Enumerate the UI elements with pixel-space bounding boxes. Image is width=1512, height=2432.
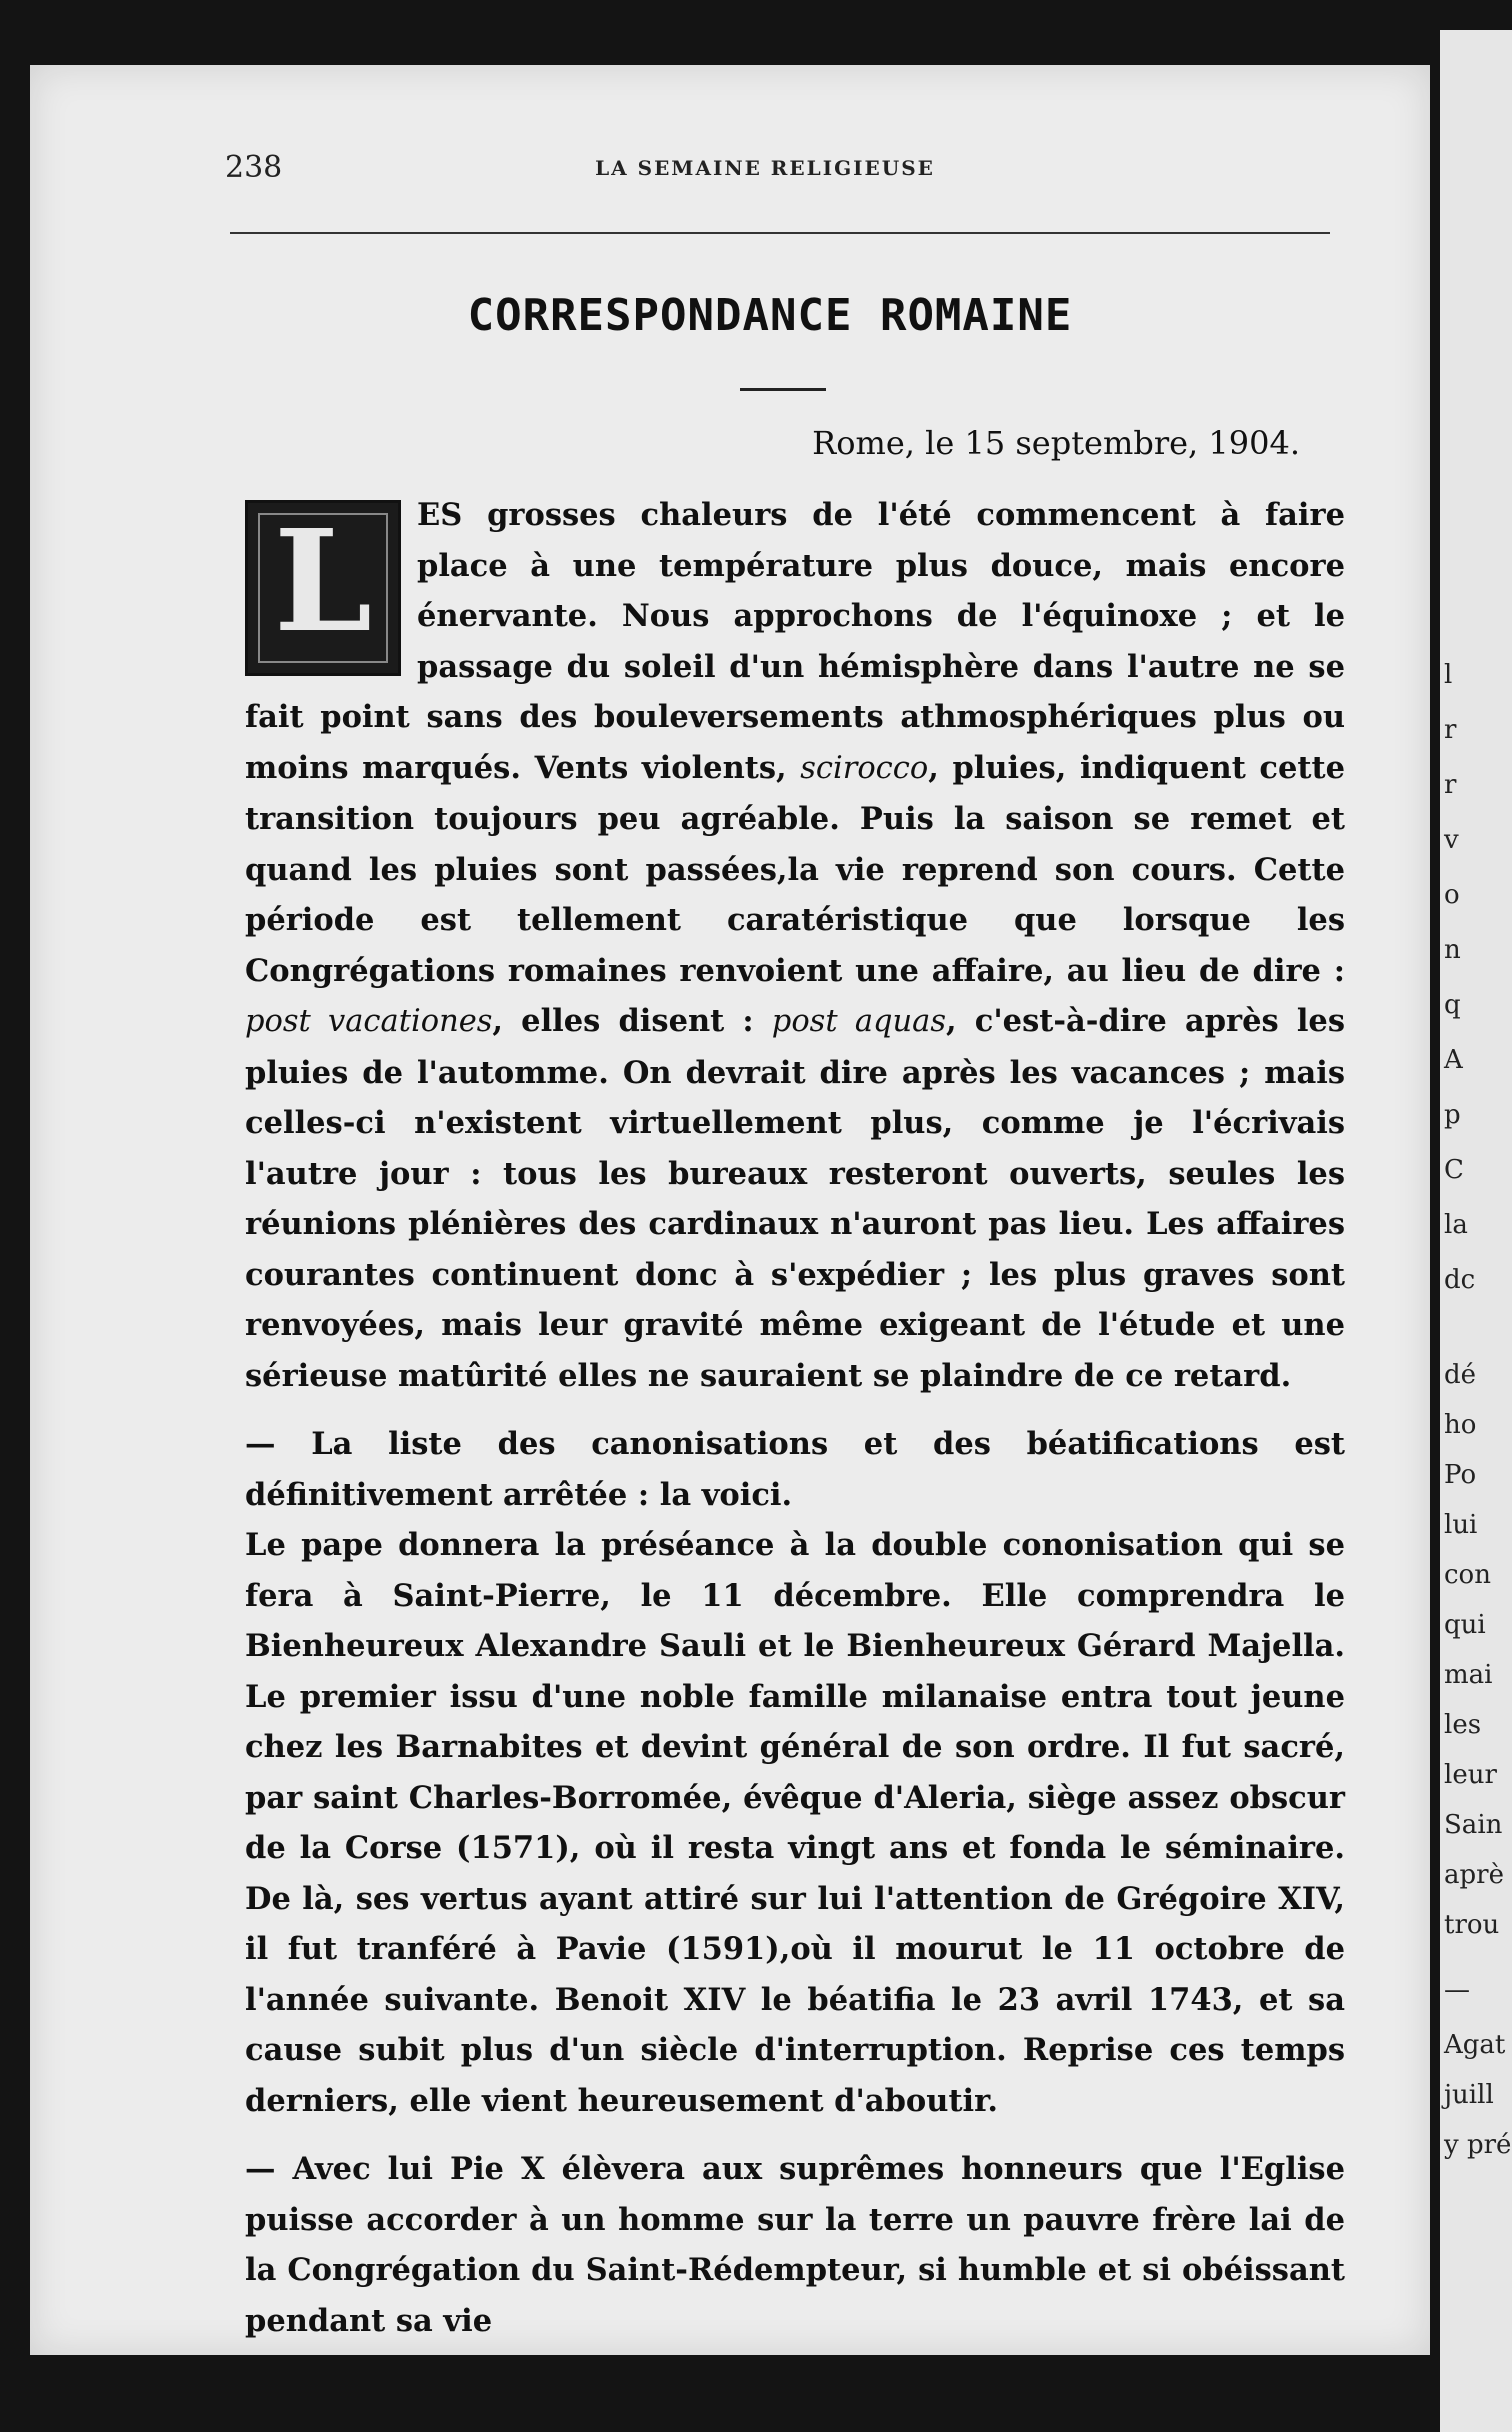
adjacent-page-fragment: C [1444,1155,1464,1185]
paragraph-1-text-b: , pluies, indiquent cette transition toujours peu agréable. Puis la saison se remet et quand les pluies sont passées,la vie reprend son cours. Cette période est tellement caratéristique que lorsque les Congrégations romaines renvoient une affaire, au lieu de dire : [245,749,1345,989]
adjacent-page-fragment: con [1444,1560,1491,1590]
adjacent-page-fragment: Po [1444,1460,1477,1490]
adjacent-page-fragment: mai [1444,1660,1493,1690]
paragraph-1-italic-2: post vacationes [245,1004,493,1039]
adjacent-page-fragment: Agat [1444,2030,1506,2060]
adjacent-page-fragment: o [1444,880,1460,910]
paragraph-3: Le pape donnera la préséance à la double cononisation qui se fera à Saint-Pierre, le 11 décembre. Elle comprendra le Bienheureux Alexandre Sauli et le Bienheureux Gérard Majella. Le premier issu d'une noble famille milanaise entra tout jeune chez les Barnabites et devint général de son ordre. Il fut sacré, par saint Charles-Borromée, évêque d'Aleria, siège assez obscur de la Corse (1571), où il resta vingt ans et fonda le séminaire. De là, ses vertus ayant attiré sur lui l'attention de Grégoire XIV, il fut tranféré à Pavie (1591),où il mourut le 11 octobre de l'année suivante. Benoit XIV le béatifia le 23 avril 1743, et sa cause subit plus d'un siècle d'interruption. Reprise ces temps derniers, elle vient heureusement d'aboutir. [245,1527,1345,2119]
article-body [245,490,1345,2346]
adjacent-page-fragment: r [1444,715,1457,745]
paragraph-1-text-c: , elles disent : [492,1003,772,1039]
adjacent-page-edge [1440,30,1512,2432]
adjacent-page-fragment: l [1444,660,1453,690]
adjacent-page-fragment: v [1444,825,1459,855]
paragraph-1-text-d: , c'est-à-dire après les pluies de l'automme. On devrait dire après les vacances ; mais celles-ci n'existent virtuellement plus, comme je l'écrivais l'autre jour : tous les bureaux resteront ouverts, seules les réunions plénières des cardinaux n'auront pas lieu. Les affaires courantes continuent donc à s'expédier ; les plus graves sont renvoyées, mais leur gravité même exigeant de l'étude et une sérieuse matûrité elles ne sauraient se plaindre de ce retard. [245,1003,1346,1394]
adjacent-page-fragment: n [1444,935,1461,965]
dropcap-letter: L [273,500,373,664]
header-rule [230,232,1330,234]
dropcap-ornament [245,500,401,676]
adjacent-page-fragment: leur [1444,1760,1497,1790]
paragraph-1-italic-3: post aquas [771,1004,947,1039]
paragraph-1 [245,490,1345,1401]
paragraph-1-italic-1: scirocco [800,750,929,786]
adjacent-page-fragment: Sain [1444,1810,1503,1840]
dateline: Rome, le 15 septembre, 1904. [812,424,1300,462]
adjacent-page-fragment: les [1444,1710,1482,1740]
page-header [195,150,1335,190]
adjacent-page-fragment: r [1444,770,1457,800]
page-number: 238 [225,150,283,185]
adjacent-page-fragment: dc [1444,1265,1476,1295]
adjacent-page-fragment: — [1444,1975,1470,2005]
adjacent-page-fragment: lui [1444,1510,1478,1540]
adjacent-page-fragment: juill [1444,2080,1494,2110]
adjacent-page-fragment: p [1444,1100,1461,1130]
adjacent-page-fragment: trou [1444,1910,1500,1940]
adjacent-page-fragment: q [1444,990,1461,1020]
paragraph-4: — Avec lui Pie X élèvera aux suprêmes honneurs que l'Eglise puisse accorder à un homme sur la terre un pauvre frère lai de la Congrégation du Saint-Rédempteur, si humble et si obéissant pendant sa vie [245,2151,1345,2339]
adjacent-page-fragment: y pré [1444,2130,1512,2160]
adjacent-page-fragment: A [1444,1045,1463,1075]
adjacent-page-fragment: dé [1444,1360,1477,1390]
adjacent-page-fragment: ho [1444,1410,1477,1440]
paragraph-2: — La liste des canonisations et des béatifications est définitivement arrêtée : la voici. [245,1426,1345,1513]
adjacent-page-fragment: la [1444,1210,1468,1240]
title-rule [740,388,826,391]
running-head: LA SEMAINE RELIGIEUSE [595,156,935,180]
adjacent-page-fragment: qui [1444,1610,1486,1640]
article-title: CORRESPONDANCE ROMAINE [467,290,1073,341]
paragraph-1-text-a: ES grosses chaleurs de l'été commencent à faire place à une température plus douce, mais encore énervante. Nous approchons de l'équinoxe ; et le passage du soleil d'un hémisphère dans l'autre ne se fait point sans des bouleversements athmosphériques plus ou moins marqués. Vents violents, [245,497,1345,786]
adjacent-page-fragment: aprè [1444,1860,1504,1890]
